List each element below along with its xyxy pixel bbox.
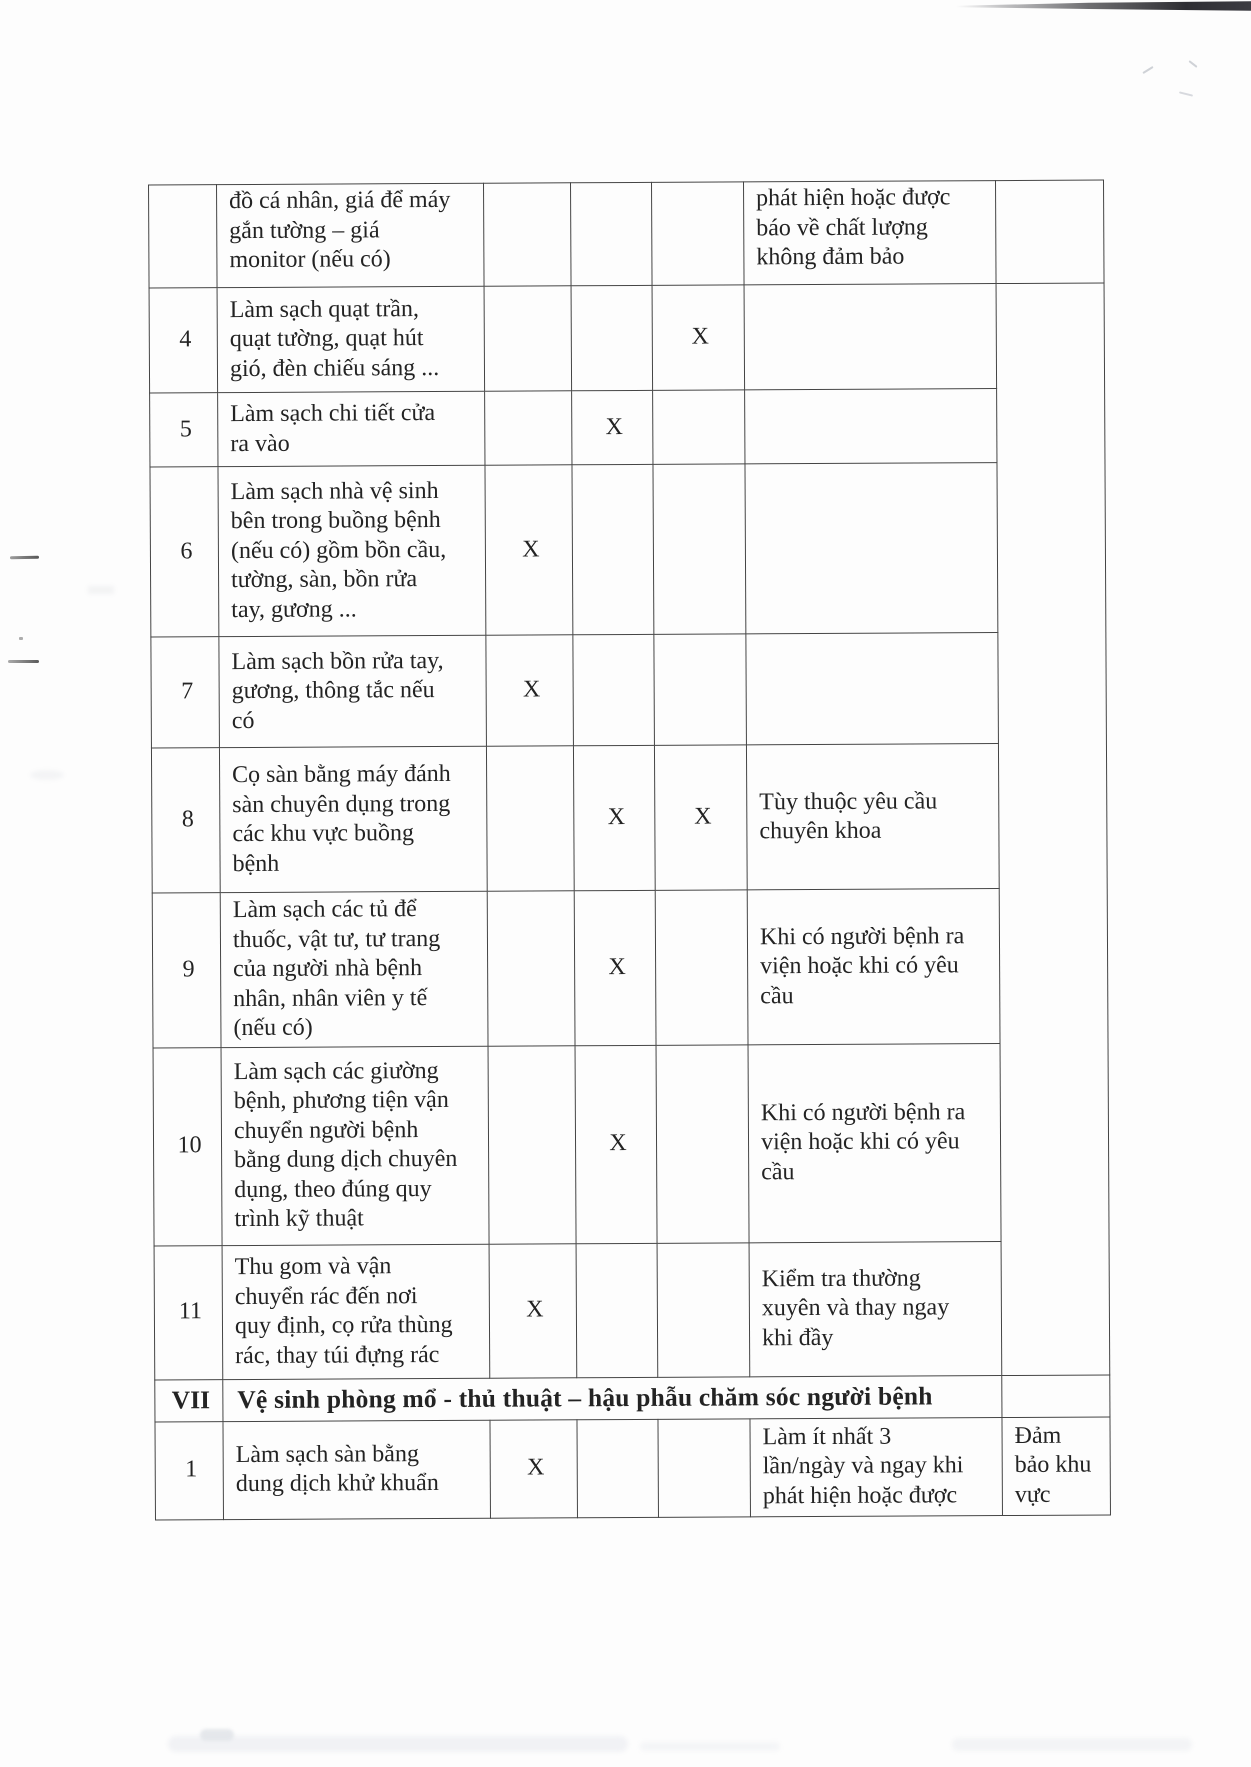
check-mark	[655, 890, 748, 1045]
table-row	[149, 283, 1105, 393]
section-title: Vệ sinh phòng mổ - thủ thuật – hậu phẫu chăm sóc người bệnh	[223, 1375, 1002, 1421]
pencil-mark	[1179, 91, 1193, 96]
row-number: 9	[152, 893, 221, 1048]
task-text: Thu gom và vận chuyển rác đến nơi quy định, cọ rửa thùng rác, thay túi đựng rác	[222, 1244, 490, 1379]
task-text: Làm sạch chi tiết cửa ra vào	[218, 391, 485, 466]
note-text: Khi có người bệnh ra viện hoặc khi có yêu cầu	[748, 1043, 1001, 1242]
task-text: Làm sạch sàn bằng dung dịch khử khuẩn	[223, 1420, 491, 1519]
table-row	[150, 388, 1105, 467]
table-row	[153, 1042, 1109, 1245]
check-mark	[653, 464, 746, 634]
pencil-mark	[1142, 66, 1153, 74]
row-number: 1	[155, 1421, 224, 1519]
check-mark: X	[490, 1419, 578, 1517]
task-text: Làm sạch nhà vệ sinh bên trong buồng bệnh (nếu có) gồm bồn cầu, tường, sàn, bồn rửa tay, gương ...	[218, 465, 486, 636]
table-row	[152, 888, 1108, 1047]
check-mark	[577, 1419, 659, 1517]
note-text	[745, 463, 998, 634]
row-number: 8	[151, 748, 220, 893]
check-mark	[656, 1044, 749, 1242]
check-mark	[572, 464, 654, 634]
row-number: 5	[150, 393, 218, 467]
check-mark: X	[573, 745, 655, 890]
table-row	[150, 462, 1106, 637]
scan-edge-artifact	[956, 1, 1251, 11]
row-number: 6	[150, 467, 219, 637]
task-text: Làm sạch bồn rửa tay, gương, thông tắc nếu có	[219, 635, 487, 747]
note-text: phát hiện hoặc được báo về chất lượng không đảm bảo	[744, 181, 997, 285]
check-mark: X	[652, 285, 745, 390]
note-text	[745, 389, 997, 464]
check-mark: X	[654, 745, 747, 890]
pencil-mark	[1188, 60, 1197, 68]
check-mark: X	[574, 890, 656, 1045]
check-mark	[654, 634, 747, 745]
check-mark	[652, 182, 745, 285]
check-mark	[573, 634, 655, 745]
table-row	[149, 180, 1105, 288]
right-column-cell	[995, 180, 1104, 284]
bottom-smudge-artifact	[640, 1742, 780, 1751]
task-text: Làm sạch các tủ để thuốc, vật tư, tư trang của người nhà bệnh nhân, nhân viên y tế (nếu có)	[220, 891, 488, 1047]
check-mark: X	[485, 465, 573, 635]
check-mark: X	[572, 390, 653, 464]
table-row	[155, 1416, 1111, 1519]
check-mark	[576, 1243, 658, 1377]
check-mark	[485, 391, 572, 465]
check-mark	[484, 183, 572, 286]
table-row	[151, 743, 1107, 893]
right-column-cell	[1002, 1374, 1110, 1417]
note-text: Làm ít nhất 3 lần/ngày và ngay khi phát hiện hoặc được	[750, 1417, 1003, 1516]
right-column-cell: Đảm bảo khu vực	[1002, 1416, 1111, 1515]
check-mark	[658, 1418, 751, 1516]
task-text: Làm sạch các giường bệnh, phương tiện vận chuyển người bệnh bằng dung dịch chuyên dụng, theo đúng quy trình kỹ thuật	[221, 1046, 489, 1245]
smudge-artifact	[88, 586, 114, 594]
row-number: 10	[153, 1047, 222, 1245]
note-text: Khi có người bệnh ra viện hoặc khi có yêu cầu	[747, 889, 1000, 1045]
task-text: Làm sạch quạt trần, quạt tường, quạt hút gió, đèn chiếu sáng ...	[217, 286, 485, 392]
row-number: 4	[149, 288, 218, 393]
check-mark	[484, 286, 572, 391]
section-header-row	[155, 1374, 1110, 1421]
row-number	[149, 185, 218, 288]
note-text: Kiểm tra thường xuyên và thay ngay khi đầy	[749, 1241, 1002, 1376]
cleaning-checklist-table	[148, 179, 1111, 1519]
section-number: VII	[155, 1379, 223, 1421]
check-mark	[571, 285, 653, 390]
right-column-merged-cell	[996, 283, 1110, 1375]
task-text: đồ cá nhân, giá để máy gắn tường – giá monitor (nếu có)	[217, 183, 485, 287]
row-number: 7	[151, 637, 220, 748]
table-row	[154, 1240, 1110, 1379]
check-mark: X	[575, 1045, 657, 1243]
check-mark	[657, 1242, 750, 1376]
check-mark: X	[489, 1243, 577, 1377]
table-row	[151, 632, 1107, 748]
note-text	[744, 284, 997, 390]
check-mark	[486, 746, 574, 891]
row-number: 11	[154, 1245, 223, 1379]
check-mark	[487, 891, 575, 1046]
bottom-smudge-artifact	[168, 1736, 628, 1752]
note-text: Tùy thuộc yêu cầu chuyên khoa	[746, 744, 999, 890]
note-text	[746, 633, 999, 745]
check-mark	[571, 182, 653, 285]
smudge-artifact	[30, 770, 64, 780]
check-mark	[488, 1045, 576, 1243]
bottom-smudge-artifact	[200, 1729, 234, 1741]
task-text: Cọ sàn bằng máy đánh sàn chuyên dụng trong các khu vực buồng bệnh	[219, 746, 487, 892]
margin-dash-mark	[8, 660, 39, 663]
bottom-smudge-artifact	[952, 1738, 1192, 1751]
check-mark	[653, 390, 745, 464]
check-mark: X	[486, 635, 574, 746]
ink-dot-artifact	[19, 637, 23, 640]
margin-dash-mark	[10, 556, 39, 560]
